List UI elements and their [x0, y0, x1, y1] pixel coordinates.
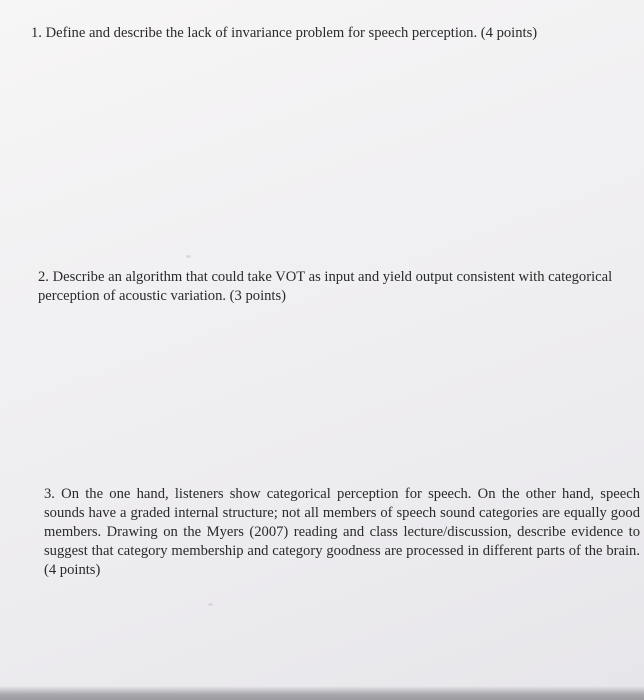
page-bottom-edge — [0, 686, 644, 700]
question-3: 3. On the one hand, listeners show categorical perception for speech. On the other hand, speech sounds have a graded internal structure; not all members of speech sound categories are equally good members. Drawing on the Myers (2007) reading and class lecture/discussion, describe evidence to suggest that category membership and category goodness are processed in different parts of the brain. (4 points) — [44, 486, 640, 578]
question-1: 1. Define and describe the lack of invariance problem for speech perception. (4 points) — [31, 25, 538, 41]
paper-smudge — [186, 255, 191, 258]
question-2: 2. Describe an algorithm that could take VOT as input and yield output consistent with categorical perception of acoustic variation. (3 points) — [38, 269, 613, 304]
paper-smudge — [208, 603, 213, 606]
